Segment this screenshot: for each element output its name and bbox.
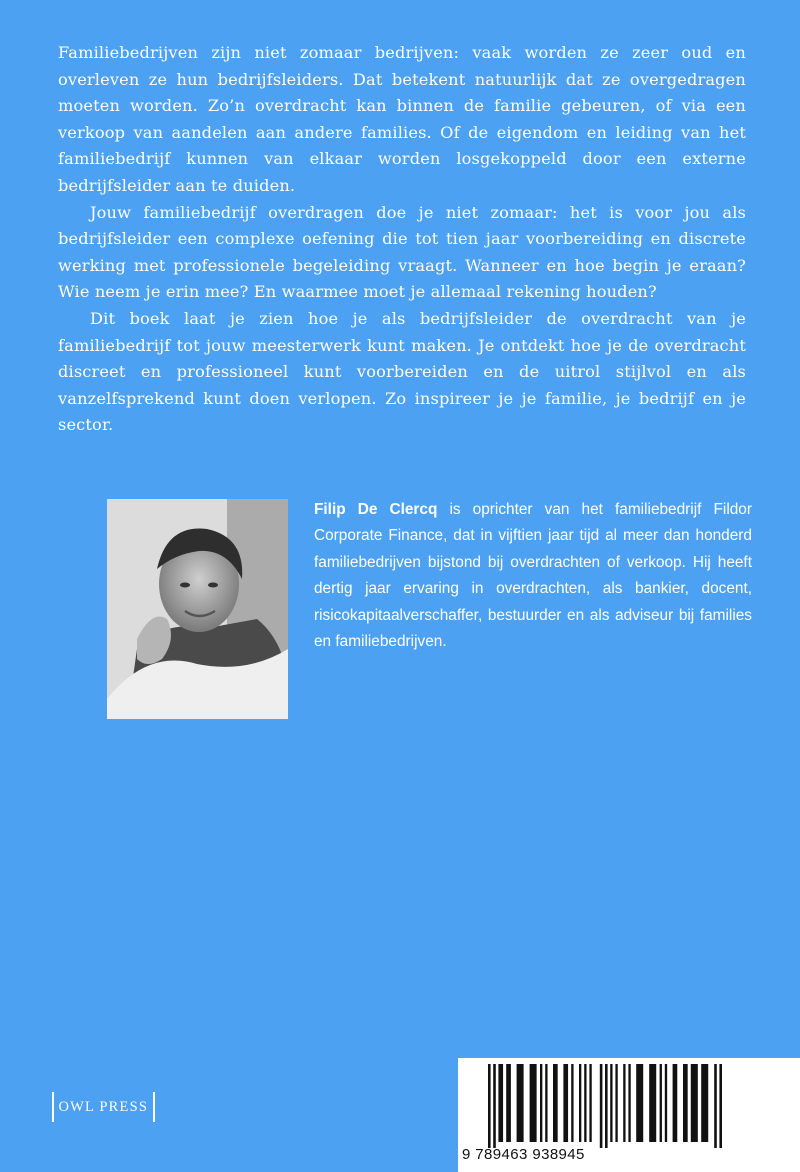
author-bio (314, 497, 752, 655)
author-name: Filip De Clercq (314, 501, 438, 518)
author-photo (107, 499, 288, 719)
author-bio-text: is oprichter van het familiebedrijf Fildor Corporate Finance, dat in vijftien jaar tijd al meer dan honderd familiebedrijven bijstond bij overdrachten of verkoop. Hij heeft dertig jaar ervaring in overdrachten, als bankier, docent, risicokapitaalverschaffer, bestuurder en als adviseur bij families en familiebedrijven. (314, 501, 752, 651)
publisher-logo-right-rule (153, 1092, 155, 1122)
back-cover-blurb (58, 40, 746, 439)
isbn-barcode (458, 1058, 800, 1172)
publisher-name: OWL PRESS (58, 1098, 149, 1115)
blurb-paragraph-2: Jouw familiebedrijf overdragen doe je niet zomaar: het is voor jou als bedrijfsleider een complexe oefening die tot tien jaar voorbereiding en discrete werking met professionele begeleiding vraagt. Wanneer en hoe begin je eraan? Wie neem je erin mee? En waarmee moet je allemaal rekening houden? (58, 202, 746, 302)
publisher-logo (52, 1092, 155, 1122)
isbn-digits: 9 789463 938945 (462, 1146, 585, 1163)
blurb-paragraph-1: Familiebedrijven zijn niet zomaar bedrijven: vaak worden ze zeer oud en overleven ze hun bedrijfsleiders. Dat betekent natuurlijk dat ze overgedragen moeten worden. Zo’n overdracht kan binnen de familie gebeuren, of via een verkoop van aandelen aan andere families. Of de eigendom en leiding van het familiebedrijf kunnen van elkaar worden losgekoppeld door een externe bedrijfsleider aan te duiden. (58, 43, 746, 195)
blurb-paragraph-3: Dit boek laat je zien hoe je als bedrijfsleider de overdracht van je familiebedrijf tot jouw meesterwerk kunt maken. Je ontdekt hoe je de overdracht discreet en professioneel kunt voorbereiden en de uitrol stijlvol en als vanzelfsprekend kunt doen verlopen. Zo inspireer je je familie, je bedrijf en je sector. (58, 308, 746, 435)
barcode-bars (458, 1058, 800, 1148)
